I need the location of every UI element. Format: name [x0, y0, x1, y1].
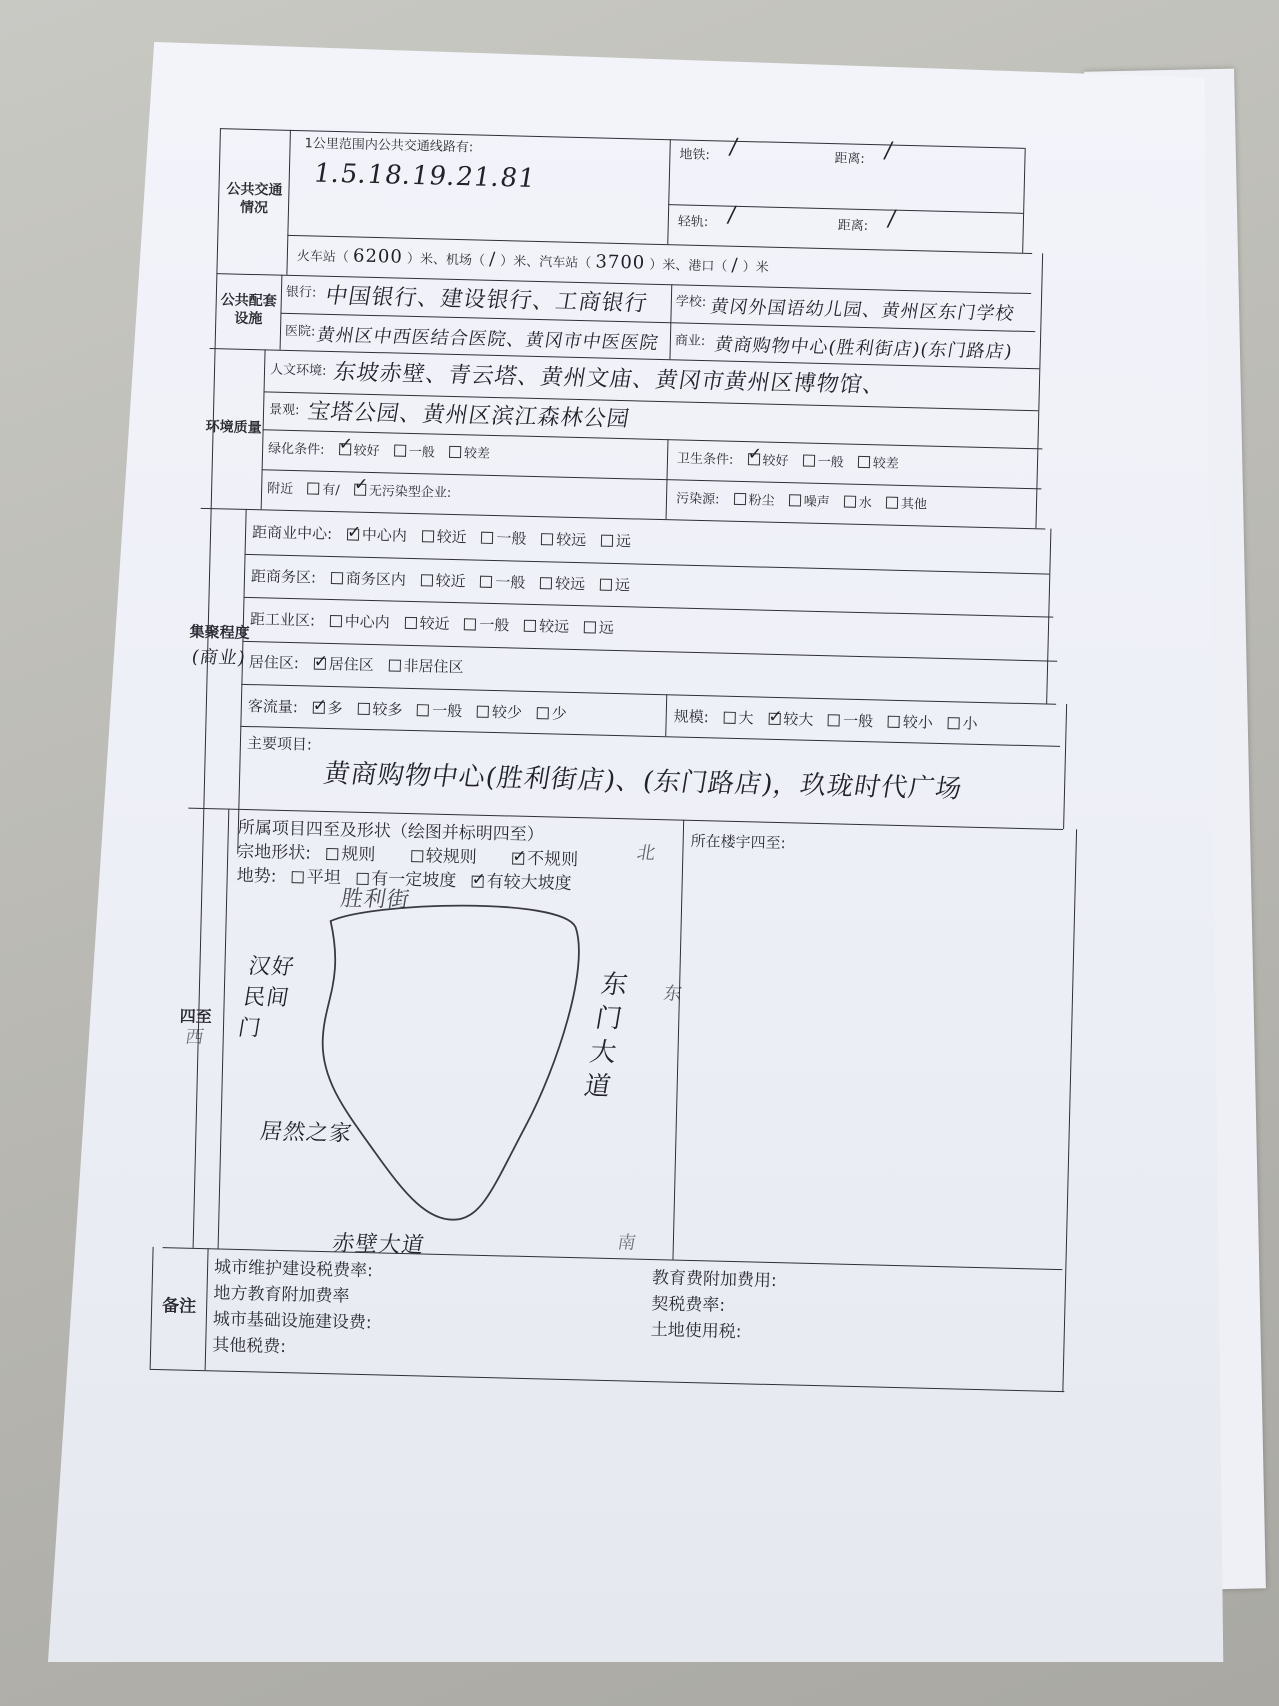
train-station-value: 6200	[352, 245, 404, 268]
hygiene-poor-checkbox[interactable]	[858, 456, 870, 468]
business-area-opt-1-text: 商务区内	[345, 569, 407, 589]
traffic-opt-3[interactable]	[417, 704, 429, 716]
biz-center-opt-3-text: 一般	[496, 529, 527, 548]
main-projects-value: 黄商购物中心(胜利街店)、(东门路店)，玖珑时代广场	[321, 758, 965, 805]
biz-center-opt-1-text: 中心内	[361, 525, 408, 545]
north-label: 北	[635, 842, 658, 865]
greening-fair-checkbox[interactable]	[394, 445, 406, 457]
shape-fairly-regular-checkbox[interactable]	[411, 850, 423, 862]
business-area-opt-3-text: 一般	[495, 573, 526, 592]
note-education-surcharge: 教育费附加费用:	[651, 1268, 777, 1292]
terrain-flat-text: 平坦	[306, 867, 342, 889]
biz-center-opt-4[interactable]	[541, 533, 553, 545]
biz-center-opt-3[interactable]	[481, 532, 493, 544]
pollution-row	[676, 491, 927, 513]
biz-center-opt-4-text: 较远	[556, 530, 587, 550]
scale-row	[673, 705, 977, 734]
scale-opt-2[interactable]	[768, 713, 780, 725]
north-road-label: 胜利街	[338, 886, 412, 914]
main-projects-label: 主要项目:	[246, 734, 313, 754]
pollution-noise-text: 噪声	[803, 494, 830, 511]
traffic-opt-2[interactable]	[357, 703, 369, 715]
traffic-label: 客流量:	[247, 697, 299, 717]
port-value: /	[731, 254, 739, 276]
nearby-label: 附近	[266, 481, 294, 498]
residential-opt-1[interactable]	[314, 658, 326, 670]
business-area-opt-4[interactable]	[540, 577, 552, 589]
port-label: ）米、港口（	[649, 257, 728, 275]
industrial-opt-5-text: 远	[598, 618, 615, 637]
hygiene-label: 卫生条件:	[676, 451, 734, 468]
note-local-education-surcharge: 地方教育附加费率	[213, 1283, 350, 1307]
culture-value: 东坡赤壁、青云塔、黄州文庙、黄冈市黄州区博物馆、	[331, 360, 888, 399]
pollution-other-checkbox[interactable]	[886, 497, 898, 509]
scale-opt-4-text: 较小	[902, 713, 934, 732]
bus-station-value: 3700	[595, 251, 646, 274]
industrial-row	[250, 608, 614, 639]
east-label: 东	[662, 983, 685, 1005]
pollution-water-text: 水	[858, 495, 873, 512]
note-infrastructure-fee: 城市基础设施建设费:	[212, 1309, 372, 1334]
traffic-opt-2-text: 较多	[372, 700, 403, 719]
industrial-opt-3-text: 一般	[479, 615, 510, 635]
greening-fair-text: 一般	[408, 444, 435, 461]
greening-good-text: 较好	[353, 443, 380, 460]
business-area-opt-1[interactable]	[331, 572, 343, 584]
biz-center-row	[252, 521, 631, 552]
business-area-opt-4-text: 较远	[554, 574, 586, 594]
traffic-opt-1-text: 多	[327, 698, 343, 718]
business-area-opt-5[interactable]	[600, 579, 612, 591]
note-deed-tax-rate: 契税费率:	[651, 1294, 726, 1316]
biz-center-label: 距商业中心:	[251, 523, 333, 544]
traffic-opt-1[interactable]	[313, 702, 325, 714]
west-road-label: 汉好民间门	[236, 954, 297, 1042]
light-rail-value: /	[725, 202, 739, 228]
scenery-label: 景观:	[268, 402, 300, 419]
southwest-label: 居然之家	[258, 1119, 355, 1147]
pollution-noise-checkbox[interactable]	[789, 494, 801, 506]
train-station-label: 火车站（	[296, 249, 350, 266]
boundaries-title: 所属项目四至及形状（绘图并标明四至）	[237, 817, 545, 846]
terrain-big-slope-checkbox[interactable]	[471, 876, 483, 888]
nearby-no-checkbox[interactable]	[354, 484, 366, 496]
business-area-opt-5-text: 远	[614, 575, 631, 595]
biz-center-opt-5-text: 远	[615, 531, 632, 551]
bus-lines-value: 1.5.18.19.21.81	[311, 158, 539, 194]
bus-lines-label: 1公里范围内公共交通线路有:	[304, 136, 474, 156]
site-outline	[318, 902, 580, 1223]
biz-center-opt-2-text: 较近	[436, 527, 467, 547]
industrial-opt-1[interactable]	[330, 615, 342, 627]
stations-line	[297, 247, 769, 277]
environment-section-title: 环境质量	[205, 418, 262, 437]
greening-good-checkbox[interactable]	[339, 443, 351, 455]
industrial-opt-2[interactable]	[404, 617, 416, 629]
hygiene-fair-text: 一般	[817, 454, 844, 471]
survey-form	[57, 125, 1170, 1521]
greening-poor-text: 较差	[463, 446, 491, 462]
scale-opt-1-text: 大	[738, 709, 754, 728]
business-area-label: 距商务区:	[250, 567, 317, 587]
light-rail-label: 轻轨:	[677, 214, 709, 231]
south-label: 南	[615, 1232, 639, 1254]
airport-value: /	[488, 248, 497, 270]
metro-label: 地铁:	[679, 147, 711, 164]
business-area-opt-3[interactable]	[480, 576, 492, 588]
residential-row	[249, 651, 464, 678]
terrain-label: 地势:	[236, 865, 277, 887]
stations-unit: ）米	[742, 259, 769, 276]
south-road-label: 赤壁大道	[330, 1231, 427, 1259]
pollution-label: 污染源:	[675, 491, 720, 508]
shape-regular-checkbox[interactable]	[326, 848, 338, 860]
concentration-section-title: 集聚程度	[189, 622, 250, 643]
biz-center-opt-1[interactable]	[347, 528, 359, 540]
pollution-dust-text: 粉尘	[748, 493, 775, 509]
hygiene-good-checkbox[interactable]	[747, 453, 759, 465]
scale-opt-3-text: 一般	[842, 711, 874, 731]
shape-regular-text: 规则	[341, 844, 376, 866]
commerce-value: 黄商购物中心(胜利街店)(东门路店)	[712, 334, 1015, 363]
greening-poor-checkbox[interactable]	[449, 446, 461, 458]
industrial-opt-4-text: 较远	[538, 617, 570, 636]
industrial-label: 距工业区:	[249, 610, 316, 630]
industrial-opt-3[interactable]	[464, 618, 476, 630]
scale-opt-5[interactable]	[948, 717, 960, 729]
transport-section-title: 公共交通情况	[226, 181, 283, 217]
traffic-opt-5-text: 少	[551, 704, 568, 723]
shape-irregular-checkbox[interactable]	[512, 853, 524, 865]
pollution-other-text: 其他	[900, 496, 928, 513]
commerce-label: 商业:	[674, 333, 706, 350]
shape-label: 宗地形状:	[237, 841, 312, 864]
nearby-row	[267, 481, 451, 501]
scale-opt-2-text: 较大	[783, 710, 814, 729]
scale-opt-3[interactable]	[828, 714, 840, 726]
east-road-label: 东门大道	[582, 969, 631, 1102]
hygiene-good-text: 较好	[762, 453, 789, 470]
metro-distance-label: 距离:	[834, 151, 865, 167]
nearby-no-text: 无污染型企业:	[368, 483, 452, 501]
traffic-opt-5[interactable]	[537, 707, 549, 719]
metro-value: /	[727, 134, 741, 160]
light-rail-distance-value: /	[885, 206, 899, 232]
scenery-value: 宝塔公园、黄州区滨江森林公园	[305, 399, 632, 433]
facilities-section-title: 公共配套设施	[220, 292, 277, 328]
terrain-some-slope-text: 有一定坡度	[370, 869, 457, 892]
scale-label: 规模:	[673, 707, 709, 727]
residential-opt-1-text: 居住区	[328, 654, 374, 675]
note-land-use-tax: 土地使用税:	[650, 1320, 742, 1343]
nearby-yes-text: 有/	[322, 482, 340, 499]
metro-distance-value: /	[882, 138, 896, 164]
greening-label: 绿化条件:	[267, 441, 325, 458]
business-area-row	[251, 565, 630, 596]
scale-opt-5-text: 小	[962, 714, 978, 733]
hygiene-poor-text: 较差	[872, 456, 899, 472]
boundaries-section-title: 四至	[179, 1006, 212, 1027]
bank-value: 中国银行、建设银行、工商银行	[323, 283, 650, 317]
pollution-dust-checkbox[interactable]	[733, 493, 745, 505]
industrial-opt-1-text: 中心内	[344, 612, 391, 632]
shape-irregular-text: 不规则	[526, 848, 579, 871]
west-label: 西	[183, 1026, 207, 1049]
business-area-opt-2[interactable]	[420, 574, 432, 586]
bus-station-label: ）米、汽车站（	[500, 254, 592, 272]
industrial-opt-2-text: 较近	[419, 614, 450, 633]
industrial-opt-5[interactable]	[584, 621, 596, 633]
shape-fairly-regular-text: 较规则	[425, 846, 478, 868]
hygiene-fair-checkbox[interactable]	[803, 455, 815, 467]
traffic-opt-4-text: 较少	[491, 702, 523, 722]
residential-opt-2[interactable]	[388, 659, 400, 671]
nearby-yes-checkbox[interactable]	[307, 482, 319, 494]
building-boundaries-label: 所在楼宇四至:	[690, 831, 786, 853]
terrain-big-slope-text: 有较大坡度	[486, 871, 572, 894]
culture-label: 人文环境:	[269, 362, 327, 379]
traffic-row	[248, 695, 567, 725]
greening-row	[268, 441, 490, 462]
pollution-water-checkbox[interactable]	[844, 496, 856, 508]
hygiene-row	[677, 451, 899, 472]
hospital-label: 医院:	[284, 323, 316, 340]
residential-label: 居住区:	[248, 653, 300, 673]
light-rail-distance-label: 距离:	[837, 218, 869, 235]
industrial-opt-4[interactable]	[524, 620, 536, 632]
hospital-value: 黄州区中西医结合医院、黄冈市中医医院	[314, 324, 661, 354]
airport-label: ）米、机场（	[406, 251, 486, 269]
school-label: 学校:	[675, 294, 707, 311]
biz-center-opt-5[interactable]	[601, 535, 613, 547]
school-value: 黄冈外国语幼儿园、黄州区东门学校	[708, 296, 1017, 325]
concentration-note: (商业)	[190, 646, 248, 669]
biz-center-opt-2[interactable]	[422, 530, 434, 542]
scale-opt-4[interactable]	[888, 716, 900, 728]
note-urban-maintenance-tax: 城市维护建设税费率:	[213, 1257, 374, 1282]
business-area-opt-2-text: 较近	[435, 571, 466, 591]
bank-label: 银行:	[285, 284, 317, 301]
note-other-taxes: 其他税费:	[211, 1335, 287, 1358]
scale-opt-1[interactable]	[723, 712, 735, 724]
traffic-opt-3-text: 一般	[432, 701, 463, 721]
notes-section-title: 备注	[161, 1296, 197, 1317]
traffic-opt-4[interactable]	[477, 706, 489, 718]
residential-opt-2-text: 非居住区	[403, 656, 464, 677]
terrain-flat-checkbox[interactable]	[292, 871, 304, 883]
